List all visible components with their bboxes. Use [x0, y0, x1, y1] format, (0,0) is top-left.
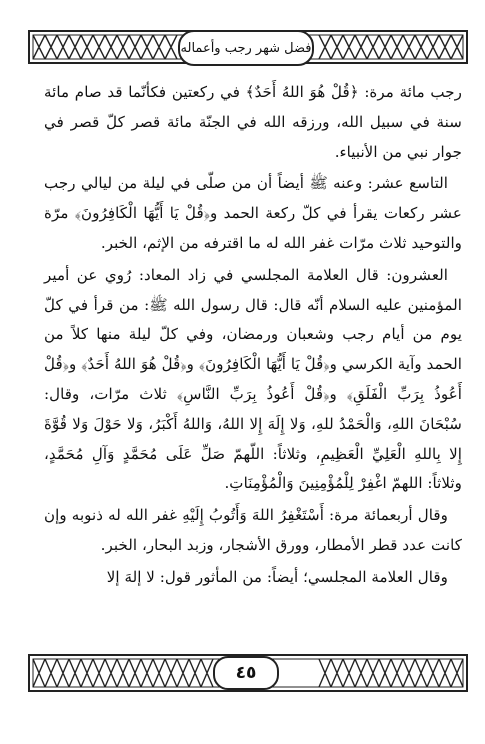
paragraph-1: رجب مائة مرة: ﴿قُلْ هُوَ اللهُ أَحَدٌ﴾ في ركعتين فكأنّما قد صام مائة سنة في سبيل الله، ورزقه الله في الجنّة مائة قصر كلّ قصر في جوار نبي من الأنبياء. [44, 83, 462, 161]
page-number-plate [213, 656, 279, 690]
running-header-title: فضل شهر رجب وأعماله [180, 40, 312, 56]
paragraph-3: العشرون: قال العلامة المجلسي في زاد المعاد: رُوي عن أمير المؤمنين عليه السلام أنّه قال: قال رسول الله ﷺ: من قرأ في كلّ يوم من أيام رجب وشعبان ورمضان، وفي كلّ ليلة منها كلاً من الحمد وآية الكرسي و﴿قُلْ يَا أَيُّهَا الْكَافِرُونَ﴾ و﴿قُلْ هُوَ اللهُ أَحَدٌ﴾ و﴿قُلْ أَعُوذُ بِرَبِّ الْفَلَقِ﴾ و﴿قُلْ أَعُوذُ بِرَبِّ النَّاسِ﴾ ثلاث مرّات، وقال: سُبْحَانَ اللهِ، وَالْحَمْدُ للهِ، وَلا إِلَهَ إِلا اللهُ، وَاللهُ أَكْبَرُ، وَلا حَوْلَ وَلا قُوَّةَ إِلا بِاللهِ الْعَلِيِّ الْعَظِيمِ، وثلاثاً: اللّهمّ صَلِّ عَلَى مُحَمَّدٍ وَآلِ مُحَمَّدٍ، وثلاثاً: اللهمّ اغْفِرْ لِلْمُؤْمِنِينَ وَالْمُؤْمِنَاتِ. [44, 265, 462, 493]
header-plate [178, 30, 314, 66]
page-number: ٤٥ [235, 663, 257, 683]
page-body-text [44, 78, 462, 595]
paragraph-5: وقال العلامة المجلسي؛ أيضاً: من المأثور قول: لا إلهَ إلا [106, 567, 448, 586]
paragraph-4: وقال أربعمائة مرة: أَسْتَغْفِرُ اللهَ وَأَتُوبُ إِلَيْهِ غفر الله له ذنوبه وإن كانت عدد قطر الأمطار، وورق الأشجار، وزبد البحار، الخبر. [44, 506, 462, 554]
paragraph-2: التاسع عشر: وعنه ﷺ أيضاً أن من صلّى في ليلة من ليالي رجب عشر ركعات يقرأ في كلّ ركعة الحمد و﴿قُلْ يَا أَيُّهَا الْكَافِرُونَ﴾ مرّة والتوحيد ثلاث مرّات غفر الله له ما اقترفه من الإثم، الخبر. [44, 174, 462, 252]
